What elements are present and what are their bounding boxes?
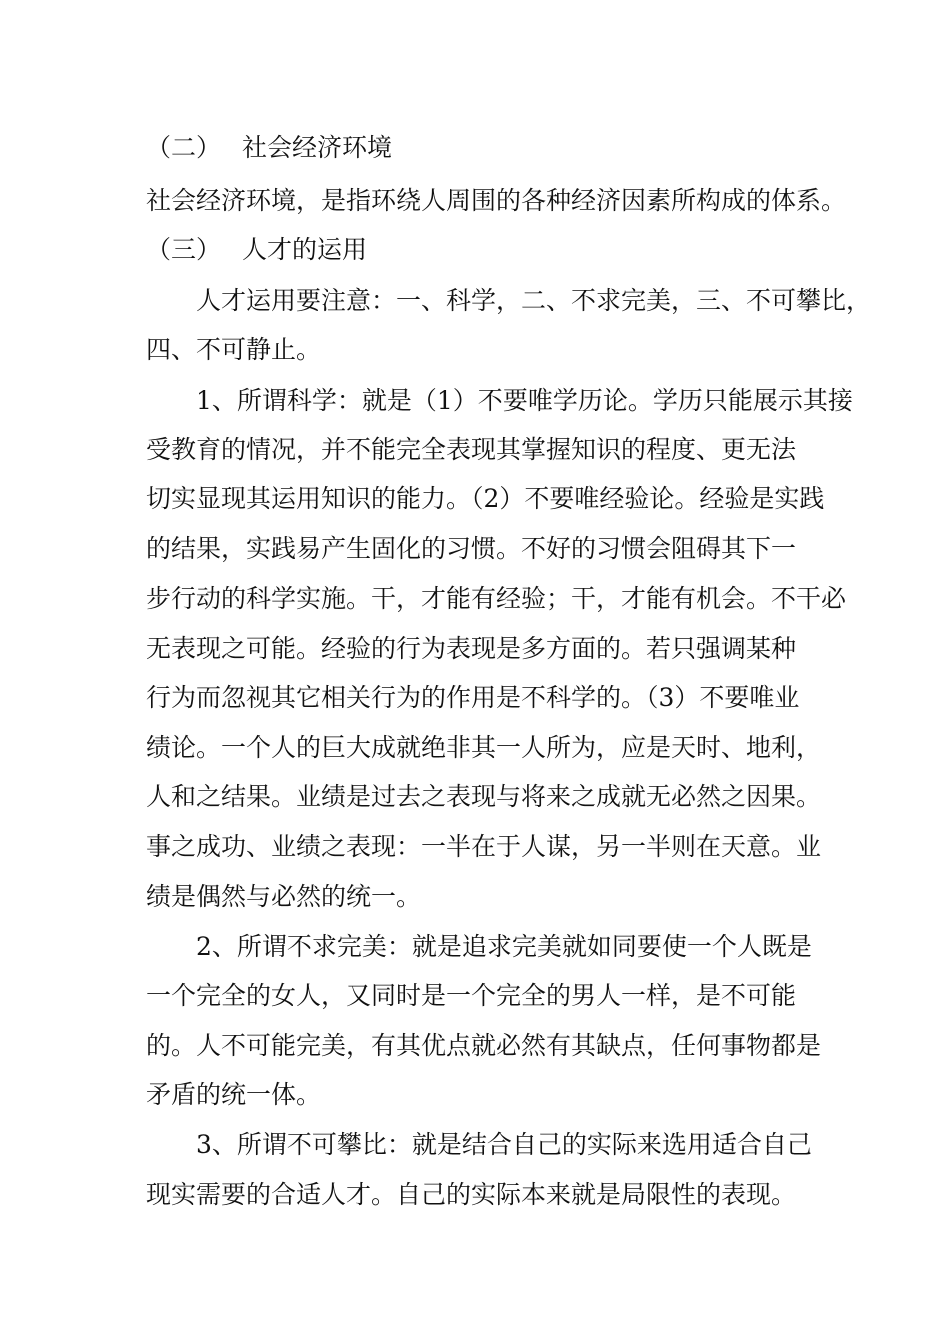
section-heading-3 [146,233,367,267]
paragraph-line: 四、不可静止。 [146,335,322,364]
paragraph-line: 行为而忽视其它相关行为的作用是不科学的。（3）不要唯业 [146,683,800,712]
paragraph-line: 的结果，实践易产生固化的习惯。不好的习惯会阻碍其下一 [146,534,797,563]
paragraph-line: 切实显现其运用知识的能力。（2）不要唯经验论。经验是实践 [146,484,825,513]
section-title: 社会经济环境 [242,133,393,162]
paragraph-line: 矛盾的统一体。 [146,1080,322,1109]
section-title: 人才的运用 [242,235,368,264]
paragraph-line: 1、所谓科学：就是（1）不要唯学历论。学历只能展示其接 [196,386,853,415]
paragraph-line: 人才运用要注意：一、科学，二、不求完美，三、不可攀比， [196,286,872,315]
paragraph-line: 社会经济环境，是指环绕人周围的各种经济因素所构成的体系。 [146,186,847,215]
section-number: （二） [146,133,222,162]
section-number: （三） [146,235,222,264]
paragraph-line: 一个完全的女人，又同时是一个完全的男人一样，是不可能 [146,981,797,1010]
paragraph-line: 无表现之可能。经验的行为表现是多方面的。若只强调某种 [146,634,797,663]
paragraph-line: 3、所谓不可攀比：就是结合自己的实际来选用适合自己 [196,1130,812,1159]
paragraph-line: 绩论。一个人的巨大成就绝非其一人所为，应是天时、地利， [146,733,822,762]
paragraph-line: 现实需要的合适人才。自己的实际本来就是局限性的表现。 [146,1180,797,1209]
paragraph-line: 的。人不可能完美，有其优点就必然有其缺点，任何事物都是 [146,1031,822,1060]
paragraph-line: 2、所谓不求完美：就是追求完美就如同要使一个人既是 [196,932,812,961]
section-heading-2 [146,131,392,165]
paragraph-line: 受教育的情况，并不能完全表现其掌握知识的程度、更无法 [146,435,797,464]
paragraph-line: 人和之结果。业绩是过去之表现与将来之成就无必然之因果。 [146,782,822,811]
paragraph-line: 绩是偶然与必然的统一。 [146,882,422,911]
paragraph-line: 事之成功、业绩之表现：一半在于人谋，另一半则在天意。业 [146,832,822,861]
paragraph-line: 步行动的科学实施。干，才能有经验；干，才能有机会。不干必 [146,584,847,613]
